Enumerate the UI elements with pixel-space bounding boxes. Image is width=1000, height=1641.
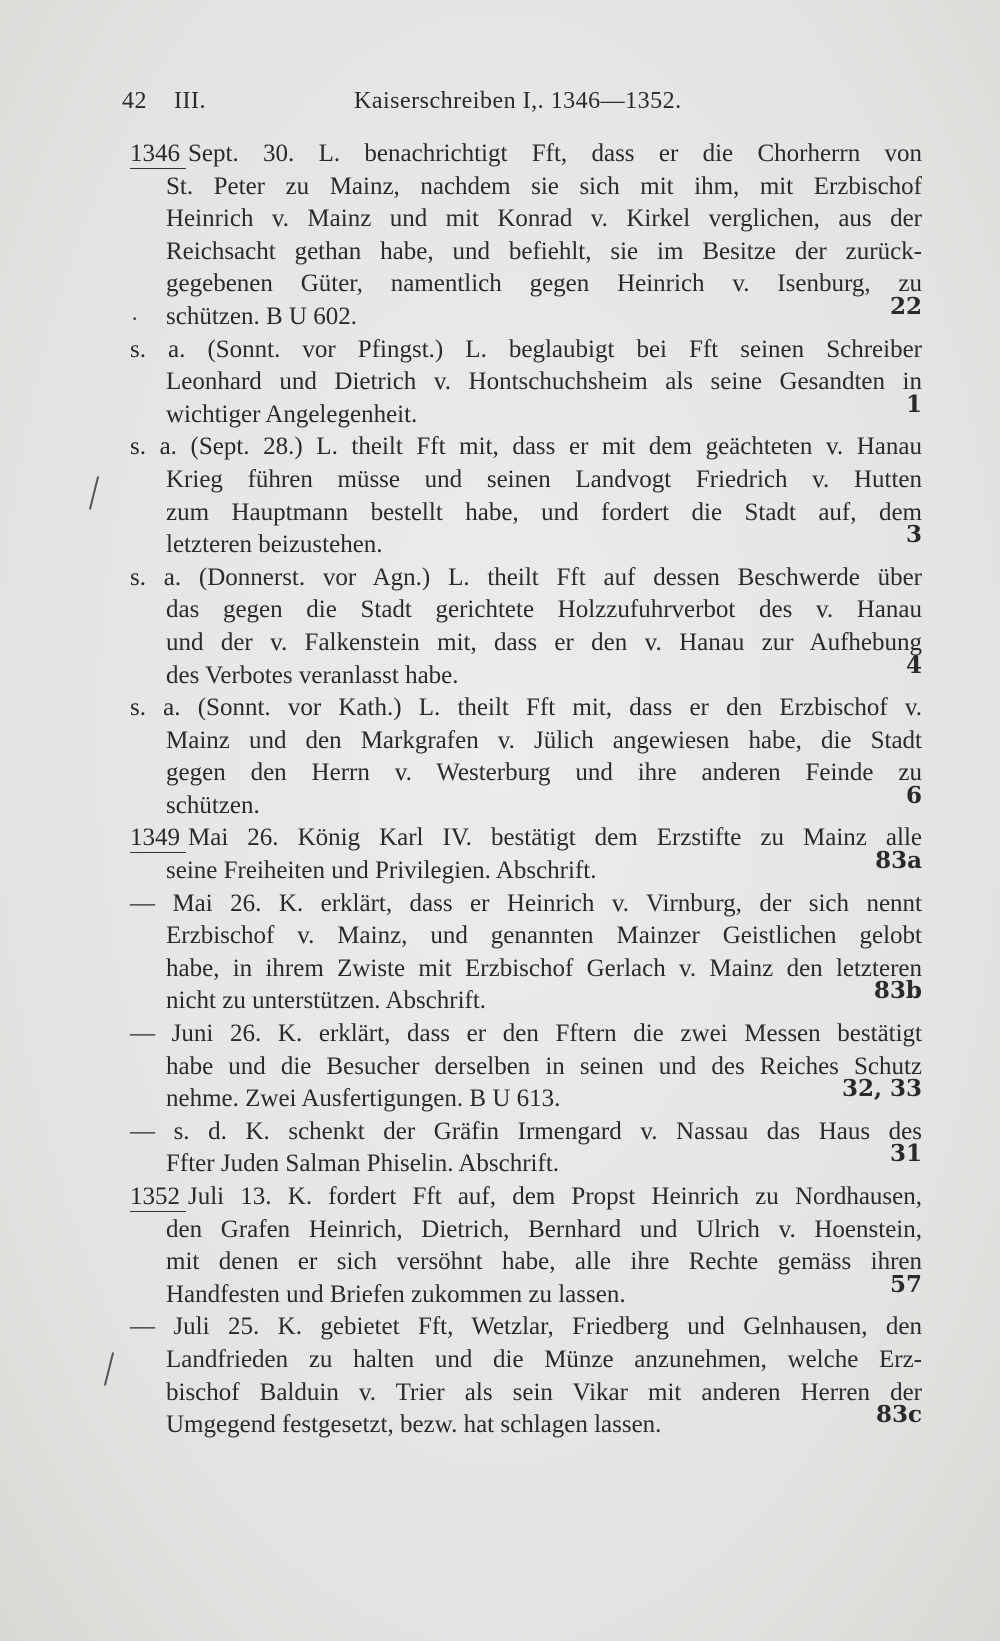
document-number: 22 bbox=[889, 293, 922, 320]
entry-date: — s. d. bbox=[130, 1117, 227, 1145]
entry-line: den Grafen Heinrich, Dietrich, Bernhard und Ulrich v. Hoenstein, bbox=[166, 1215, 922, 1243]
entry-first-text: L. theilt Fft mit, dass er den Erzbischof v. bbox=[418, 694, 922, 722]
entry-line bbox=[130, 562, 922, 595]
entry-date: Juli 13. bbox=[188, 1183, 272, 1210]
entry-first-text: K. erklärt, dass er den Fftern die zwei Messen bestätigt bbox=[277, 1020, 923, 1048]
entry-first-text: K. gebietet Fft, Wetzlar, Friedberg und Gelnhausen, den bbox=[277, 1313, 923, 1341]
entry-line: bischof Balduin v. Trier als sein Vikar mit anderen Herren der bbox=[166, 1378, 922, 1406]
entry-line bbox=[130, 1181, 922, 1214]
entry-text bbox=[130, 562, 922, 692]
entry-line bbox=[130, 1311, 922, 1344]
regest-entry bbox=[0, 1181, 1000, 1311]
entry-text bbox=[130, 692, 922, 822]
entry-first-text: L. theilt Fft mit, dass er mit dem geächteten v. Hanau bbox=[316, 433, 922, 461]
entry-line: das gegen die Stadt gerichtete Holzzufuhrverbot des v. Hanau bbox=[166, 596, 922, 624]
regest-entry bbox=[0, 888, 1000, 1018]
document-number: 3 bbox=[905, 521, 922, 549]
document-number: 83a bbox=[875, 847, 922, 875]
entry-first-text: L. theilt Fft auf dessen Beschwerde über bbox=[448, 563, 922, 591]
entry-text bbox=[130, 334, 923, 432]
entry-line bbox=[130, 431, 922, 464]
entry-line: habe, in ihrem Zwiste mit Erzbischof Gerlach v. Mainz den letzteren bbox=[166, 954, 922, 982]
regest-entry bbox=[0, 334, 1000, 432]
entry-line: schützen. B U 602. bbox=[166, 302, 357, 330]
entry-text bbox=[130, 1116, 922, 1181]
entry-line: St. Peter zu Mainz, nachdem sie sich mit ihm, mit Erzbischof bbox=[166, 172, 922, 200]
entry-first-text: K. schenkt der Gräfin Irmengard v. Nassau das Haus des bbox=[245, 1117, 922, 1145]
entry-line: schützen. bbox=[166, 791, 260, 819]
entry-line bbox=[130, 692, 922, 725]
entry-date: — Mai 26. bbox=[130, 889, 262, 917]
entry-date: s. a. (Sonnt. vor Kath.) bbox=[130, 694, 402, 722]
entry-line: seine Freiheiten und Privilegien. Abschrift. bbox=[166, 857, 597, 885]
running-title: Kaiserschreiben I,. 1346—1352. bbox=[354, 88, 682, 114]
document-number: 31 bbox=[889, 1140, 922, 1168]
entry-year: 1352 bbox=[130, 1181, 180, 1214]
entry-date: Sept. 30. bbox=[188, 140, 295, 167]
entry-line: letzteren beizustehen. bbox=[166, 531, 383, 559]
entry-line: Landfrieden zu halten und die Münze anzunehmen, welche Erz- bbox=[166, 1345, 922, 1373]
entry-line bbox=[130, 1116, 922, 1149]
document-number: 1 bbox=[905, 390, 922, 418]
entry-first-text: König Karl IV. bestätigt dem Erzstifte zu Mainz alle bbox=[297, 824, 922, 852]
entry-line: mit denen er sich versöhnt habe, alle ihre Rechte gemäss ihren bbox=[166, 1248, 922, 1276]
entry-text bbox=[130, 138, 923, 334]
regest-entry bbox=[0, 692, 1000, 822]
entry-line: Heinrich v. Mainz und mit Konrad v. Kirkel verglichen, aus der bbox=[166, 205, 922, 233]
entry-line: Umgegend festgesetzt, bezw. hat schlagen lassen. bbox=[166, 1411, 662, 1439]
page-number: 42 bbox=[122, 88, 147, 114]
regest-entry bbox=[0, 822, 1000, 887]
entry-text bbox=[130, 431, 922, 561]
entry-text bbox=[130, 1181, 923, 1311]
document-number: 83c bbox=[875, 1401, 922, 1429]
regest-entry bbox=[0, 1311, 1000, 1441]
entry-date: — Juli 25. bbox=[130, 1313, 260, 1341]
entry-first-text: L. benachrichtigt Fft, dass er die Chorherrn von bbox=[318, 140, 923, 167]
entry-line: habe und die Besucher derselben in seinen und des Reiches Schutz bbox=[166, 1052, 922, 1080]
entry-text bbox=[130, 1018, 923, 1116]
entry-line: wichtiger Angelegenheit. bbox=[166, 400, 418, 428]
regest-entry bbox=[0, 138, 1000, 334]
entry-line bbox=[130, 822, 922, 855]
entry-line: nicht zu unterstützen. Abschrift. bbox=[166, 987, 487, 1015]
entry-line: gegen den Herrn v. Westerburg und ihre anderen Feinde zu bbox=[166, 759, 922, 787]
regest-entry bbox=[0, 431, 1000, 561]
document-number: 32, 33 bbox=[841, 1075, 922, 1103]
entry-year: 1349 bbox=[130, 822, 180, 855]
entry-date: Mai 26. bbox=[188, 824, 279, 852]
entry-date: s. a. (Sonnt. vor Pfingst.) bbox=[130, 335, 444, 363]
entry-line: Erzbischof v. Mainz, und genannten Mainzer Geistlichen gelobt bbox=[166, 922, 922, 950]
entry-line bbox=[130, 334, 922, 367]
entry-first-text: L. beglaubigt bei Fft seinen Schreiber bbox=[465, 335, 923, 363]
entry-date: s. a. (Sept. 28.) bbox=[130, 433, 303, 461]
margin-dot: · bbox=[131, 306, 139, 331]
entry-line: Reichsacht gethan habe, und befiehlt, sie im Besitze der zurück- bbox=[166, 237, 922, 265]
entry-line: gegebenen Güter, namentlich gegen Heinrich v. Isenburg, zu bbox=[166, 270, 922, 298]
regest-list bbox=[0, 138, 1000, 1442]
document-number: 4 bbox=[905, 651, 922, 679]
entry-line: nehme. Zwei Ausfertigungen. B U 613. bbox=[166, 1085, 561, 1113]
entry-line: Krieg führen müsse und seinen Landvogt Friedrich v. Hutten bbox=[166, 465, 922, 493]
entry-date: — Juni 26. bbox=[130, 1020, 262, 1048]
entry-line: und der v. Falkenstein mit, dass er den v. Hanau zur Aufhebung bbox=[166, 628, 922, 656]
entry-line bbox=[130, 1018, 922, 1051]
document-number: 83b bbox=[873, 977, 922, 1005]
entry-line bbox=[130, 888, 922, 921]
entry-first-text: K. fordert Fft auf, dem Propst Heinrich zu Nordhausen, bbox=[287, 1183, 923, 1210]
entry-year: 1346 bbox=[130, 138, 180, 171]
document-number: 57 bbox=[889, 1270, 922, 1298]
entry-line: Ffter Juden Salman Phiselin. Abschrift. bbox=[166, 1150, 560, 1178]
entry-line bbox=[130, 138, 922, 171]
regest-entry bbox=[0, 562, 1000, 692]
entry-text bbox=[130, 822, 922, 887]
entry-first-text: K. erklärt, dass er Heinrich v. Virnburg, der sich nennt bbox=[278, 889, 922, 917]
entry-line: Mainz und den Markgrafen v. Jülich angewiesen habe, die Stadt bbox=[166, 726, 922, 754]
regest-entry bbox=[0, 1116, 1000, 1181]
entry-text bbox=[130, 1311, 923, 1441]
entry-date: s. a. (Donnerst. vor Agn.) bbox=[130, 563, 431, 591]
entry-line: Handfesten und Briefen zukommen zu lassen. bbox=[166, 1280, 626, 1308]
section-number: III. bbox=[174, 88, 206, 114]
entry-text bbox=[130, 888, 922, 1018]
regest-entry bbox=[0, 1018, 1000, 1116]
document-number: 6 bbox=[905, 781, 922, 809]
entry-line: Leonhard und Dietrich v. Hontschuchsheim als seine Gesandten in bbox=[166, 368, 922, 396]
entry-line: zum Hauptmann bestellt habe, und fordert die Stadt auf, dem bbox=[166, 498, 922, 526]
running-header bbox=[122, 88, 702, 122]
entry-line: des Verbotes veranlasst habe. bbox=[166, 661, 459, 689]
